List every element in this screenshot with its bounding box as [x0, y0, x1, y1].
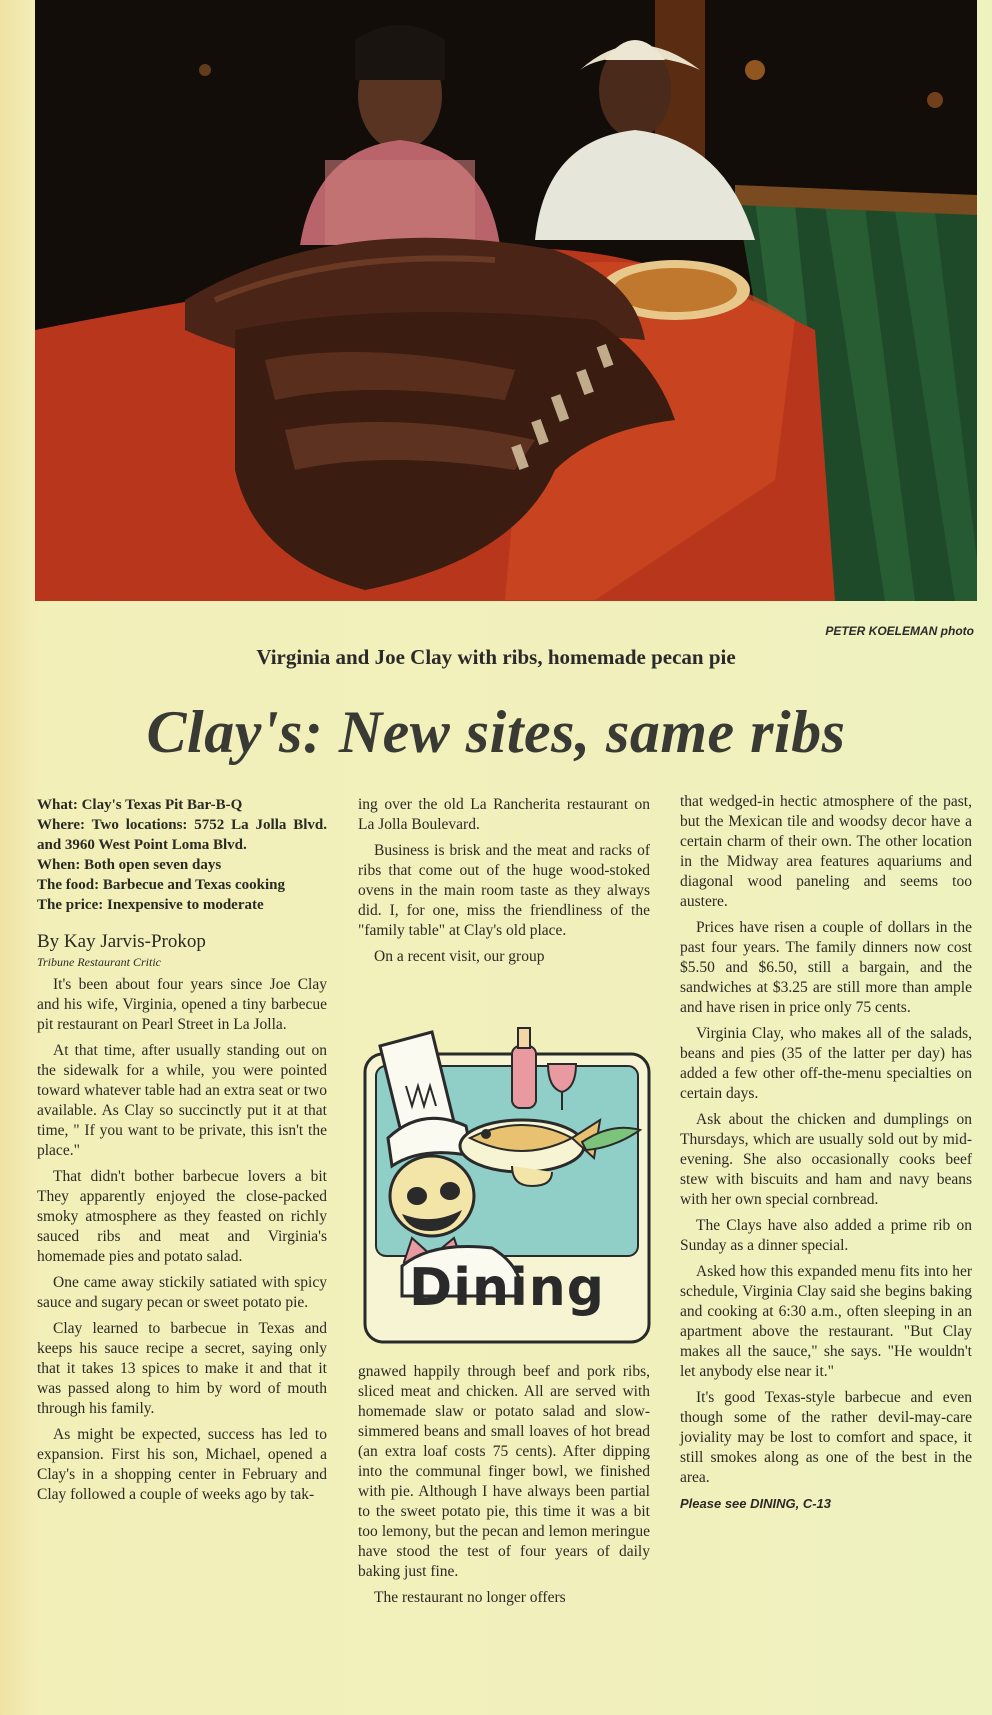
- photo-ribs-and-couple-icon: [35, 0, 977, 601]
- paragraph: ing over the old La Rancherita restaurant on La Jolla Boulevard.: [358, 796, 650, 833]
- photo-credit: PETER KOELEMAN photo: [825, 624, 974, 638]
- paragraph: As might be expected, success has led to expansion. First his son, Michael, opened a Clay's in a shopping center in February and Clay followed a couple of weeks ago by tak-: [37, 1426, 327, 1503]
- paragraph: One came away stickily satiated with spicy sauce and sugary pecan or sweet potato pie.: [37, 1274, 327, 1311]
- paragraph: gnawed happily through beef and pork ribs, sliced meat and chicken. All are served with homemade slaw or potato salad and slow-simmered beans and small loaves of hot bread (an extra loaf costs 75 cents). After dipping into the communal finger bowl, we finished with pie. Although I have always been partial to the sweet potato pie, this time it was a bit too lemony, but the pecan and lemon meringue have stood the test of four years of daily baking just fine.: [358, 1363, 650, 1580]
- paragraph: On a recent visit, our group: [374, 948, 545, 965]
- byline: By Kay Jarvis-Prokop: [37, 931, 206, 952]
- fact-food: The food: Barbecue and Texas cooking: [37, 877, 285, 893]
- fact-box: [37, 795, 327, 915]
- fact-price: The price: Inexpensive to moderate: [37, 897, 264, 913]
- dining-label: Dining: [408, 1258, 606, 1318]
- column-1: [37, 795, 327, 1505]
- byline-title: Tribune Restaurant Critic: [37, 955, 162, 969]
- continued-on-link[interactable]: Please see DINING, C-13: [680, 1496, 832, 1511]
- photo-caption: Virginia and Joe Clay with ribs, homemade pecan pie: [256, 645, 736, 669]
- paragraph: The restaurant no longer offers: [374, 1589, 566, 1606]
- paragraph: At that time, after usually standing out on the sidewalk for a while, you were pointed toward whatever table had an extra seat or two available. As Clay so succinctly put it at that time, " If you want to be private, this isn't the place.": [37, 1042, 327, 1159]
- paragraph: Prices have risen a couple of dollars in the past four years. The family dinners now cost $5.50 and $6.50, still a bargain, and the sandwiches at $3.25 are still more than ample and have risen in price only 75 cents.: [680, 919, 972, 1016]
- fact-when: When: Both open seven days: [37, 857, 222, 873]
- paragraph: It's been about four years since Joe Clay and his wife, Virginia, opened a tiny barbecue pit restaurant on Pearl Street in La Jolla.: [37, 976, 327, 1033]
- paragraph: Business is brisk and the meat and racks of ribs that come out of the huge wood-stoked ovens in the main room taste as they always did. I, for one, miss the friendliness of the "family table" at Clay's old place.: [358, 842, 650, 939]
- paragraph: Clay learned to barbecue in Texas and keeps his sauce recipe a secret, saying only that it takes 13 spices to make it and that it was passed along to him by word of mouth through his family.: [37, 1320, 327, 1417]
- paragraph: The Clays have also added a prime rib on Sunday as a dinner special.: [680, 1217, 972, 1254]
- article-photo: [35, 0, 977, 601]
- headline: Clay's: New sites, same ribs: [146, 699, 846, 765]
- paragraph: Virginia Clay, who makes all of the salads, beans and pies (35 of the latter per day) has added a few other off-the-menu specialties on certain days.: [680, 1025, 972, 1102]
- column-2-continued: [358, 1362, 650, 1608]
- paragraph: Ask about the chicken and dumplings on Thursdays, which are usually sold out by mid-evening. She also occasionally cooks beef stew with biscuits and ham and navy beans with her own special cornbread.: [680, 1111, 972, 1208]
- column-2: [358, 795, 650, 967]
- fact-what: What: Clay's Texas Pit Bar-B-Q: [37, 797, 243, 813]
- paragraph: Asked how this expanded menu fits into her schedule, Virginia Clay said she begins baking and cooking at 6:30 a.m., often sleeping in an apartment above the restaurant. "But Clay makes all the sauce," she says. "He wouldn't let anybody else near it.": [680, 1263, 972, 1380]
- column-3: [680, 792, 972, 1514]
- fact-where: Where: Two locations: 5752 La Jolla Blvd. and 3960 West Point Loma Blvd.: [37, 817, 327, 853]
- dining-logo: [362, 1026, 652, 1346]
- paragraph: It's good Texas-style barbecue and even though some of the rather devil-may-care joviality may be lost to comfort and space, it still smokes along as one of the best in the area.: [680, 1389, 972, 1486]
- paragraph: That didn't bother barbecue lovers a bit They apparently enjoyed the close-packed smoky atmosphere as they feasted on richly sauced ribs and meat and Virginia's homemade pies and potato salad.: [37, 1168, 327, 1265]
- paragraph: that wedged-in hectic atmosphere of the past, but the Mexican tile and woodsy decor have a certain charm of their own. The other location in the Midway area features aquariums and diagonal wood paneling and seems too austere.: [680, 793, 972, 910]
